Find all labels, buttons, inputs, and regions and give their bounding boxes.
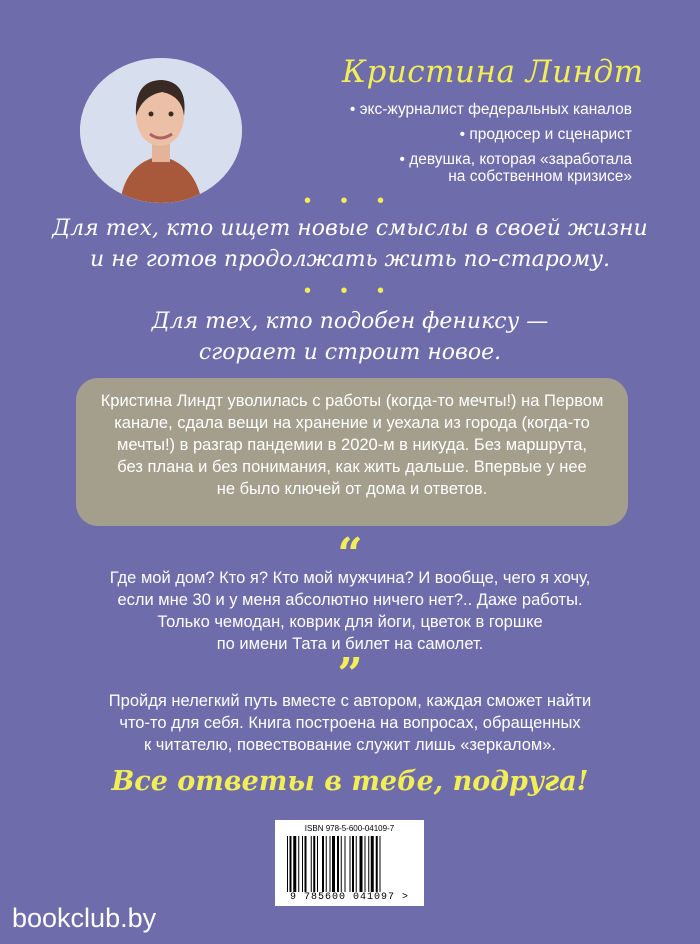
box-line: не было ключей от дома и ответов.	[216, 480, 488, 498]
dots-divider: • • •	[303, 280, 397, 302]
barcode-stripe	[326, 836, 327, 892]
tagline-1	[0, 213, 700, 275]
description-paragraph	[60, 690, 640, 756]
quote-line: если мне 30 и у меня абсолютно ничего нет?.. Даже работы.	[117, 591, 583, 609]
barcode-stripe	[322, 836, 324, 892]
dots-divider: • • •	[303, 190, 397, 212]
slogan: Все ответы в тебе, подруга!	[111, 766, 589, 797]
author-bullets	[292, 100, 632, 186]
barcode-stripe	[360, 836, 363, 892]
barcode-stripe	[287, 836, 288, 892]
barcode-icon	[287, 836, 412, 892]
barcode-panel	[275, 820, 424, 906]
quote-line: по имени Тата и билет на самолет.	[216, 635, 484, 653]
barcode-stripe	[330, 836, 331, 892]
para-line: Пройдя нелегкий путь вместе с автором, каждая сможет найти	[108, 692, 592, 710]
barcode-stripe	[302, 836, 303, 892]
bullet-item: • экс-журналист федеральных каналов	[292, 100, 632, 119]
barcode-stripe	[298, 836, 299, 892]
barcode-stripe	[305, 836, 307, 892]
box-line: без плана и без понимания, как жить дальше. Впервые у нее	[117, 458, 587, 476]
barcode-stripe	[293, 836, 296, 892]
barcode-stripe	[341, 836, 342, 892]
barcode-stripe	[356, 836, 357, 892]
quote-text	[60, 567, 640, 655]
bullet-item: • продюсер и сценарист	[292, 125, 632, 144]
barcode-stripe	[317, 836, 318, 892]
box-line: мечты!) в разгар пандемии в 2020-м в никуда. Без маршрута,	[116, 436, 588, 454]
story-box	[76, 378, 628, 526]
author-portrait-image	[80, 58, 242, 203]
barcode-stripe	[365, 836, 366, 892]
author-name: Кристина Линдт	[342, 54, 644, 90]
barcode-stripe	[311, 836, 312, 892]
barcode-stripe	[368, 836, 369, 892]
barcode-stripe	[313, 836, 315, 892]
barcode-stripe	[376, 836, 378, 892]
barcode-stripe	[345, 836, 346, 892]
box-line: канале, сдала вещи на хранение и уехала из города (когда-то	[114, 414, 590, 432]
barcode-stripe	[350, 836, 351, 892]
quote-line: Где мой дом? Кто я? Кто мой мужчина? И вообще, чего я хочу,	[109, 569, 591, 587]
bullet-item: • девушка, которая «заработала	[292, 150, 632, 169]
barcode-stripe	[380, 836, 381, 892]
barcode-stripe	[290, 836, 292, 892]
barcode-stripe	[337, 836, 339, 892]
isbn-number: 9 785600 041097 >	[289, 892, 410, 903]
barcode-stripe	[352, 836, 354, 892]
quote-line: Только чемодан, коврик для йоги, цветок в горшке	[157, 613, 543, 631]
barcode-stripe	[371, 836, 374, 892]
author-photo	[80, 58, 242, 203]
para-line: к читателю, повествование служит лишь «зеркалом».	[144, 736, 556, 754]
tagline-line: Для тех, кто ищет новые смыслы в своей жизни	[52, 216, 648, 241]
tagline-2	[0, 306, 700, 368]
quote-open-icon: “	[337, 529, 363, 580]
para-line: что-то для себя. Книга построена на вопросах, обращенных	[119, 714, 581, 732]
isbn-label: ISBN 978-5-600-04109-7	[304, 824, 395, 833]
tagline-line: и не готов продолжать жить по-старому.	[89, 247, 611, 272]
barcode-stripe	[332, 836, 335, 892]
tagline-line: Для тех, кто подобен фениксу —	[151, 309, 549, 334]
box-line: Кристина Линдт уволилась с работы (когда-то мечты!) на Первом	[100, 392, 604, 410]
tagline-line: сгорает и строит новое.	[198, 340, 502, 365]
quote-close-icon: ”	[337, 649, 363, 700]
bullet-item-continued: на собственном кризисе»	[448, 168, 632, 185]
site-watermark: bookclub.by	[12, 903, 157, 933]
